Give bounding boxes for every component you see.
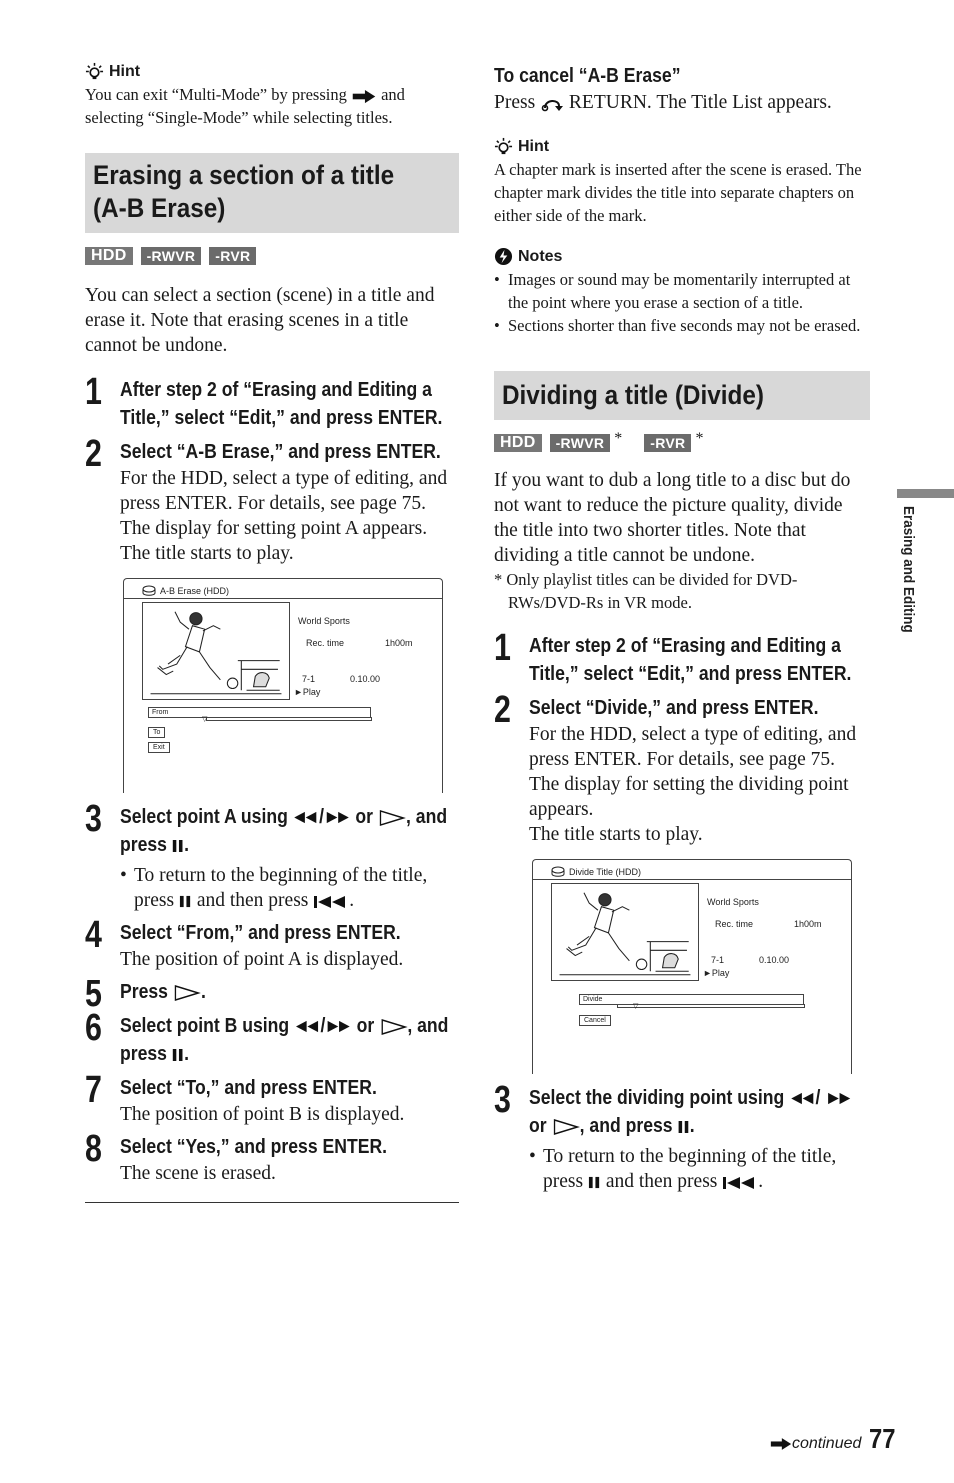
column-divider [85, 1202, 459, 1203]
rewind-icon [294, 1020, 320, 1033]
step-forward-icon [551, 1119, 579, 1135]
badge-rwvr: -RWVR [141, 247, 202, 265]
program-name: World Sports [707, 897, 759, 907]
rewind-icon [789, 1092, 815, 1105]
asterisk: * [695, 430, 704, 447]
step-5: 5 Press . [85, 973, 206, 1015]
hint-heading: Hint [85, 62, 459, 81]
hint-text-right: A chapter mark is inserted after the scene is erased. The chapter mark divides the title into separate chapters on either side of the mark. [494, 160, 862, 225]
disc-icon [551, 866, 565, 878]
divide-intro: If you want to dub a long title to a disc but do not want to reduce the picture quality, divide the title into two shorter titles. Note that dividing a title cannot be undone. [494, 470, 851, 566]
ab-erase-screen: A-B Erase (HDD) World Sports Rec. time 1h00m 7-1 0.10.00 ►Play From ▽ To Exit [123, 578, 443, 793]
arrow-right-icon [770, 1437, 792, 1451]
return-icon [540, 96, 564, 112]
right-column [494, 62, 870, 1194]
section-title-line1: Erasing a section of a title [93, 160, 395, 190]
badge-rvr: -RVR [209, 247, 256, 265]
page-footer [770, 1424, 901, 1454]
pause-icon [172, 839, 184, 853]
step-6: 6 Select point B using / or , and press . [85, 1007, 449, 1065]
play-status: ►Play [294, 687, 321, 697]
side-tab-label: Erasing and Editing [900, 506, 917, 633]
step-forward-icon [173, 985, 201, 1001]
notes-icon [494, 247, 513, 266]
asterisk: * [614, 430, 623, 447]
step-forward-icon [379, 1019, 407, 1035]
fast-forward-icon [825, 1092, 851, 1105]
video-thumbnail [142, 602, 290, 700]
rewind-icon [293, 811, 319, 824]
chapter-number: 7-1 [302, 674, 316, 684]
screen-header: Divide Title (HDD) [551, 866, 641, 878]
section-title-line2: (A-B Erase) [93, 193, 226, 223]
media-badges [85, 247, 459, 265]
step-7: 7 Select “To,” and press ENTER. The position of point B is displayed. [85, 1069, 405, 1125]
soccer-player-image [143, 603, 289, 699]
section-header-divide [494, 371, 870, 420]
note-item: • Sections shorter than five seconds may not be erased. [494, 316, 861, 335]
pause-icon [172, 1048, 184, 1062]
divide-bar[interactable]: Divide [579, 994, 804, 1005]
rec-time-value: 1h00m [385, 638, 413, 648]
arrow-right-icon [351, 89, 377, 104]
badge-rwvr: -RWVR [550, 434, 611, 452]
chapter-number: 7-1 [711, 955, 725, 965]
pause-icon [179, 895, 192, 908]
cancel-heading: To cancel “A-B Erase” [494, 65, 681, 87]
badge-rvr: -RVR [644, 434, 691, 452]
section-header-ab-erase [85, 153, 459, 233]
badge-hdd: HDD [494, 434, 542, 452]
video-thumbnail [551, 883, 699, 981]
to-button[interactable]: To [148, 727, 165, 738]
divide-screen: Divide Title (HDD) World Sports Rec. time 1h00m 7-1 0.10.00 ►Play Divide ▽ Cancel [532, 859, 852, 1074]
previous-icon [313, 895, 349, 909]
side-tab-marker [897, 489, 954, 498]
program-name: World Sports [298, 616, 350, 626]
rec-time-label: Rec. time [715, 919, 754, 929]
hint-heading-right: Hint [494, 137, 870, 156]
step-4: 4 Select “From,” and press ENTER. The position of point A is displayed. [85, 914, 404, 970]
step-3-bullet: • To return to the beginning of the title, press and then press . [120, 865, 428, 911]
disc-icon [142, 585, 156, 597]
hint-bulb-icon [85, 62, 104, 81]
divide-step-3-bullet: • To return to the beginning of the title, press and then press . [529, 1146, 837, 1192]
previous-icon [722, 1176, 758, 1190]
rec-time-value: 1h00m [794, 919, 822, 929]
step-1: 1 After step 2 of “Erasing and Editing a Title,” select “Edit,” and press ENTER. [85, 371, 443, 429]
page-number: 77 [869, 1423, 896, 1454]
notes-heading: Notes [494, 247, 870, 266]
media-badges-right [494, 430, 870, 452]
playback-time: 0.10.00 [759, 955, 790, 965]
screen-header: A-B Erase (HDD) [142, 585, 229, 597]
continued-label: continued [770, 1434, 861, 1454]
hint-text: You can exit “Multi-Mode” by pressing and selecting “Single-Mode” while selecting titles. [85, 85, 405, 127]
exit-button[interactable]: Exit [148, 742, 170, 753]
divide-step-3: 3 Select the dividing point using / or , and press . • To return to the beginning of the title, press and then press . [494, 1084, 870, 1194]
note-item: • Images or sound may be momentarily interrupted at the point where you erase a section of a title. [494, 270, 851, 312]
soccer-player-image [552, 884, 698, 980]
step-2: 2 Select “A-B Erase,” and press ENTER. For the HDD, select a type of editing, and press ENTER. For details, see page 75. The display for setting point A appears. The title starts to play. [85, 433, 448, 564]
left-column [85, 62, 459, 1203]
step-3: 3 Select point A using / or , and press . • To return to the beginning of the title, press and then press . [85, 803, 459, 913]
pause-icon [588, 1176, 601, 1189]
pause-icon [677, 1120, 689, 1134]
rec-time-label: Rec. time [306, 638, 345, 648]
cancel-button[interactable]: Cancel [579, 1015, 611, 1026]
cancel-text: Press RETURN. The Title List appears. [494, 92, 832, 113]
from-bar[interactable]: From [148, 707, 371, 718]
divide-step-2: 2 Select “Divide,” and press ENTER. For the HDD, select a type of editing, and press ENTER. For details, see page 75. The display for setting the dividing point appears. The title starts to play. [494, 689, 857, 845]
play-status: ►Play [703, 968, 730, 978]
divide-step-1: 1 After step 2 of “Erasing and Editing a Title,” select “Edit,” and press ENTER. [494, 627, 852, 685]
intro-text: You can select a section (scene) in a title and erase it. Note that erasing scenes in a title cannot be undone. [85, 285, 435, 356]
step-8: 8 Select “Yes,” and press ENTER. The scene is erased. [85, 1128, 388, 1184]
fast-forward-icon [324, 811, 350, 824]
fast-forward-icon [325, 1020, 351, 1033]
hint-bulb-icon [494, 137, 513, 156]
badge-hdd: HDD [85, 247, 133, 265]
section-title-divide: Dividing a title (Divide) [502, 380, 764, 410]
footnote: * Only playlist titles can be divided for DVD-RWs/DVD-Rs in VR mode. [494, 570, 798, 612]
step-forward-icon [378, 810, 406, 826]
playback-time: 0.10.00 [350, 674, 381, 684]
